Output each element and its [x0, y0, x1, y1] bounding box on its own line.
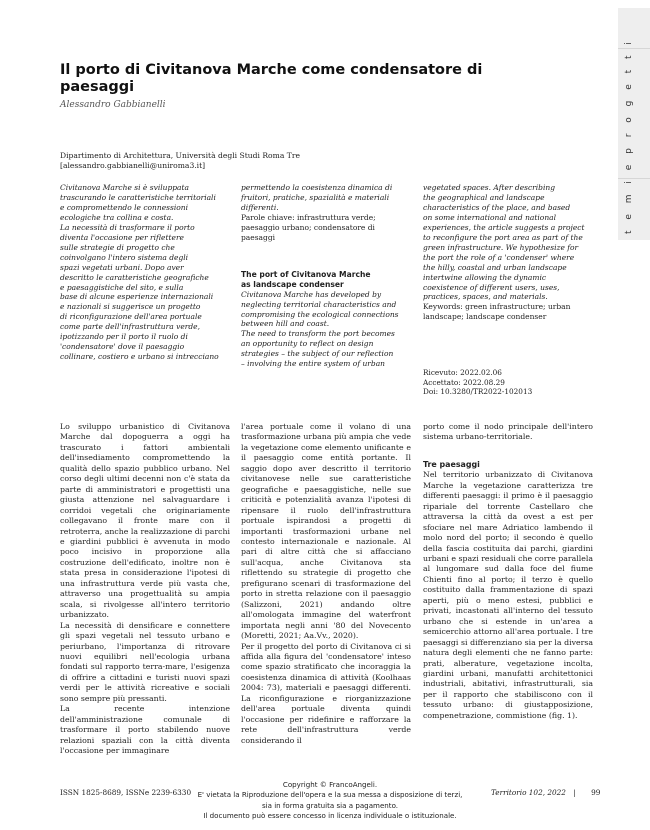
body-paragraph: La recente intenzione dell'amministrazione comunale di trasformare il porto stabilendo nuove relazioni spaziali con la città diventa l'occasione per immaginare	[60, 704, 230, 756]
text-line: trascurando le caratteristiche territoriali	[60, 192, 216, 202]
keywords-english	[423, 302, 588, 322]
affiliation-email: [alessandro.gabbianelli@uniroma3.it]	[60, 161, 206, 170]
body-paragraph: Per il progetto del porto di Civitanova ci si affida alla figura del 'condensatore' inteso come spazio stratificato che incoraggia la coesistenza dinamica di attività (Koolhaas 2004: 73), materiali e paesaggi differenti. La riconfigurazione e riorganizzazione dell'area portuale diventa quindi l'occasione per ridefinire e rafforzare la rete dell'infrastruttura verde considerando il	[241, 641, 411, 745]
copyright-notice	[180, 780, 480, 821]
text-line: e compromettendo le connessioni	[60, 202, 188, 212]
text-line: landscape; landscape condenser	[423, 312, 547, 322]
text-line: the geographical and landscape	[423, 192, 545, 202]
body-paragraph: Lo sviluppo urbanistico di Civitanova Marche dal dopoguerra a oggi ha trascurato i fattori ambientali dell'insediamento compromettendo la qualità dello spazio pubblico urbano. Nel corso degli ultimi decenni non c'è stata da parte di amministratori e progettisti una giusta attenzione nel salvaguardare i corridoi vegetali che originariamente collegavano il fronte mare con il retroterra, anche la realizzazione di parchi e giardini pubblici è avvenuta in modo poco incisivo in proporzione alla costruzione dell'edificato, inoltre non è stata presa in considerazione l'ipotesi di una infrastruttura verde più vasta che, attraverso una progettualità su ampia scala, si rivolgesse all'intero territorio urbanizzato.	[60, 422, 230, 620]
body-column-2	[241, 422, 411, 746]
article-title: Il porto di Civitanova Marche come condensatore di paesaggi	[60, 62, 483, 95]
text-line: diventa l'occasione per riflettere	[60, 232, 184, 242]
doi: Doi: 10.3280/TR2022-102013	[423, 387, 533, 396]
text-line: vegetated spaces. After describing	[423, 183, 556, 192]
text-line: sulle strategie di progetto che	[60, 242, 175, 252]
text-line: Civitanova Marche si è sviluppata	[60, 183, 190, 192]
text-line: practices, spaces, and materials.	[423, 292, 548, 302]
text-line: La necessità di trasformare il porto	[60, 222, 195, 232]
text-line: The port of Civitanova Marche	[241, 269, 371, 279]
tab-divider	[618, 48, 650, 49]
abstract-column-1	[60, 183, 225, 362]
received-date: Ricevuto: 2022.02.06	[423, 368, 502, 377]
text-line: an opportunity to reflect on design	[241, 339, 374, 349]
body-column-3	[423, 422, 593, 721]
abstract-italian	[60, 183, 225, 362]
issn-footer: ISSN 1825-8689, ISSNe 2239-6330	[60, 788, 192, 797]
text-line: differenti.	[241, 202, 279, 212]
abstract-italian-end	[241, 183, 406, 213]
text-line: on some international and national	[423, 212, 557, 222]
text-line: – involving the entire system of urban	[241, 359, 385, 369]
text-line: the hilly, coastal and urban landscape	[423, 262, 567, 272]
text-line: characteristics of the place, and based	[423, 202, 571, 212]
body-paragraph: Nel territorio urbanizzato di Civitanova Marche la vegetazione caratterizza tre differenti paesaggi: il primo è il paesaggio ripariale del torrente Castellaro che attraversa la città da ovest a est per sfociare nel mare Adriatico lambendo il molo nord del porto; il secondo è quello della fascia costituita dai parchi, giardini urbani e spazi residuali che corre parallela al lungomare sud dalla foce del fiume Chienti fino al porto; il terzo è quello costituito dalla frammentazione di spazi aperti, più o meno estesi, pubblici e privati, incastonati all'interno del tessuto urbano che si estende in un'area a semicerchio attorno all'area portuale. I tre paesaggi si differenziano sia per la diversa natura degli elementi che ne fanno parte: prati, alberature, vegetazione incolta, giardini urbani, manufatti architettonici industriali, abitativi, infrastrutturali, sia per il rapporto che stabiliscono con il tessuto urbano: di giustapposizione, compenetrazione, commistione (fig. 1).	[423, 470, 594, 720]
affiliation-department: Dipartimento di Architettura, Università degli Studi Roma Tre	[60, 151, 300, 160]
accepted-date: Accettato: 2022.08.29	[423, 377, 505, 387]
text-line: neglecting territorial characteristics and	[241, 299, 397, 309]
text-line: Civitanova Marche has developed by	[241, 289, 382, 299]
tab-divider	[618, 178, 650, 179]
text-line: collinare, costiero e urbano si intrecciano	[60, 352, 219, 362]
text-line: e nazionali si suggerisce un progetto	[60, 302, 201, 312]
text-line: E' vietata la Riproduzione dell'opera e la sua messa a disposizione di terzi,	[197, 790, 463, 800]
text-line: paesaggi	[241, 232, 276, 242]
text-line: Il documento può essere concesso in licenza individuale o istituzionale.	[203, 810, 457, 820]
text-line: 'condensatore' dove il paesaggio	[60, 342, 185, 352]
author-affiliation	[60, 151, 390, 171]
text-line: compromising the ecological connections	[241, 309, 399, 319]
keywords-italian	[241, 213, 406, 243]
abstract-column-2	[241, 183, 406, 369]
text-line: experiences, the article suggests a project	[423, 222, 585, 232]
text-line: the port the role of a 'condenser' where	[423, 252, 575, 262]
text-line: Keywords: green infrastructure; urban	[423, 302, 571, 312]
text-line: come parte dell'infrastruttura verde,	[60, 322, 200, 332]
footer-separator: |	[573, 788, 576, 797]
text-line: as landscape condenser	[241, 279, 344, 289]
abstract-english-end	[423, 183, 588, 302]
text-line: paesaggio urbano; condensatore di	[241, 222, 375, 232]
section-heading: Tre paesaggi	[423, 459, 480, 469]
article-metadata	[423, 368, 532, 397]
text-line: permettendo la coesistenza dinamica di	[241, 183, 393, 192]
text-line: e paesaggistiche del sito, e sulla	[60, 282, 184, 292]
abstract-english	[241, 290, 406, 370]
text-line: coinvolgano l'intero sistema degli	[60, 252, 189, 262]
article-author: Alessandro Gabbianelli	[60, 100, 166, 110]
text-line: fruitori, pratiche, spazialità e materiali	[241, 192, 390, 202]
body-paragraph: La necessità di densificare e connettere gli spazi vegetali nel tessuto urbano e periurbano, l'importanza di ritrovare nuovi equilibri nell'ecologia urbana fondati sul rapporto terra-mare, l'esigenza di offrire a cittadini e turisti nuovi spazi verdi per le attività ricreative e sociali sono sempre più pressanti.	[60, 620, 230, 703]
text-line: descritto le caratteristiche geografiche	[60, 272, 209, 282]
section-tab	[618, 8, 650, 240]
body-paragraph: porto come il nodo principale dell'intero sistema urbano-territoriale.	[423, 422, 593, 442]
body-paragraph: l'area portuale come il volano di una trasformazione urbana più ampia che vede la vegetazione come elemento unificante e il paesaggio come entità portante. Il saggio dopo aver descritto il territorio civitanovese nelle sue caratteristiche geografiche e paesaggistiche, nelle sue criticità e potenzialità avanza l'ipotesi di ripensare il ruolo dell'infrastruttura portuale ispirandosi a progetti di importanti trasformazioni urbane nel contesto internazionale e nazionale. Al pari di altre città che si affacciano sull'acqua, anche Civitanova sta riflettendo su strategie di progetto che prefigurano scenari di trasformazione del porto in stretta relazione con il paesaggio (Salizzoni, 2021) andando oltre all'omologata immagine del waterfront importata negli anni '80 del Novecento (Moretti, 2021; Aa.Vv., 2020).	[241, 422, 411, 641]
text-line: coexistence of different users, uses,	[423, 282, 560, 292]
text-line: strategies – the subject of our reflection	[241, 349, 394, 359]
text-line: Parole chiave: infrastruttura verde;	[241, 212, 376, 222]
page-number: 99	[591, 788, 601, 797]
body-column-1	[60, 422, 230, 757]
text-line: to reconfigure the port area as part of the	[423, 232, 583, 242]
journal-name: Territorio 102, 2022	[491, 788, 566, 797]
text-line: green infrastructure. We hypothesize for	[423, 242, 579, 252]
text-line: Copyright © FrancoAngeli.	[282, 780, 378, 789]
section-tab-label: t e m i e p r o g e t t i	[624, 38, 634, 234]
text-line: base di alcune esperienze internazionali	[60, 292, 214, 302]
text-line: between hill and coast.	[241, 319, 330, 329]
text-line: ecologiche tra collina e costa.	[60, 212, 174, 222]
text-line: The need to transform the port becomes	[241, 329, 395, 339]
page-footer	[491, 788, 600, 797]
text-line: ipotizzando per il porto il ruolo di	[60, 332, 188, 342]
text-line: sia in forma gratuita sia a pagamento.	[261, 800, 399, 810]
text-line: spazi vegetati urbani. Dopo aver	[60, 262, 184, 272]
abstract-column-3	[423, 183, 588, 322]
text-line: di riconfigurazione dell'area portuale	[60, 312, 202, 322]
text-line: intertwine allowing the dynamic	[423, 272, 547, 282]
english-title	[241, 270, 406, 290]
